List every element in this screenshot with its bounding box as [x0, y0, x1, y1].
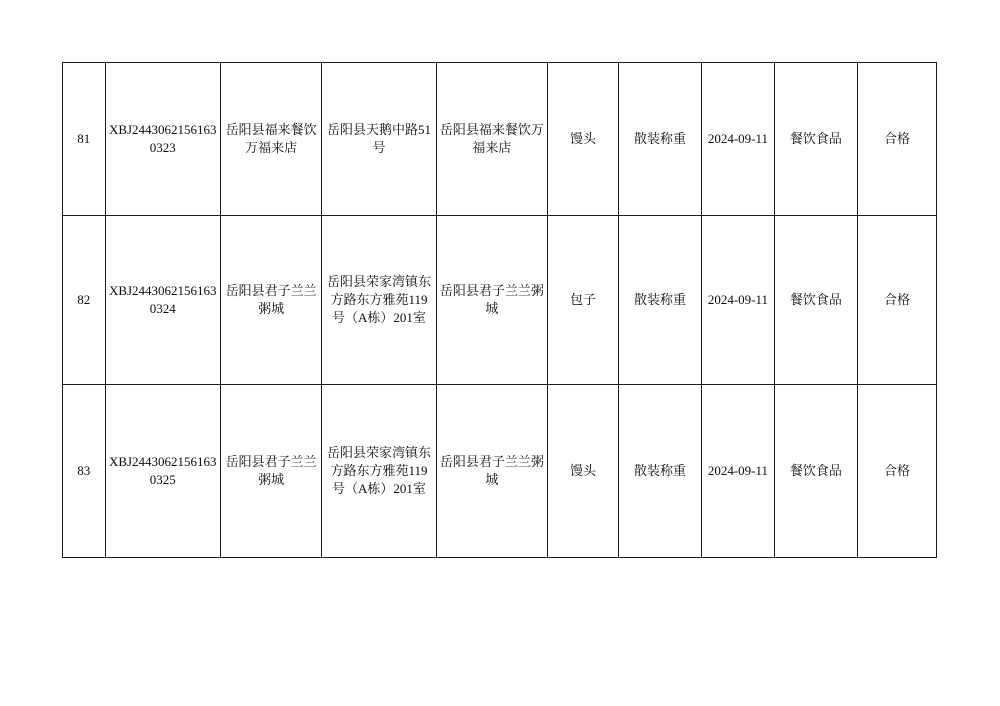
table-row [63, 385, 937, 558]
cell-product: 馒头 [548, 63, 619, 216]
table-row [63, 63, 937, 216]
cell-product: 包子 [548, 216, 619, 385]
cell-spec: 散装称重 [618, 63, 701, 216]
cell-address: 岳阳县天鹅中路51号 [322, 63, 436, 216]
cell-sample-code: XBJ24430621561630324 [105, 216, 220, 385]
cell-address: 岳阳县荣家湾镇东方路东方雅苑119号（A栋）201室 [322, 385, 436, 558]
cell-sampled-unit: 岳阳县君子兰兰粥城 [436, 216, 547, 385]
cell-result: 合格 [857, 63, 936, 216]
cell-sample-code: XBJ24430621561630325 [105, 385, 220, 558]
cell-index: 82 [63, 216, 106, 385]
cell-index: 81 [63, 63, 106, 216]
cell-sample-code: XBJ24430621561630323 [105, 63, 220, 216]
cell-spec: 散装称重 [618, 216, 701, 385]
cell-index: 83 [63, 385, 106, 558]
cell-product: 馒头 [548, 385, 619, 558]
cell-date: 2024-09-11 [701, 63, 774, 216]
table-row [63, 216, 937, 385]
cell-date: 2024-09-11 [701, 385, 774, 558]
cell-result: 合格 [857, 385, 936, 558]
cell-company: 岳阳县福来餐饮万福来店 [220, 63, 321, 216]
cell-category: 餐饮食品 [774, 216, 857, 385]
cell-category: 餐饮食品 [774, 385, 857, 558]
cell-category: 餐饮食品 [774, 63, 857, 216]
cell-sampled-unit: 岳阳县福来餐饮万福来店 [436, 63, 547, 216]
inspection-table-wrapper [62, 62, 937, 558]
cell-spec: 散装称重 [618, 385, 701, 558]
cell-company: 岳阳县君子兰兰粥城 [220, 216, 321, 385]
cell-result: 合格 [857, 216, 936, 385]
cell-address: 岳阳县荣家湾镇东方路东方雅苑119号（A栋）201室 [322, 216, 436, 385]
cell-company: 岳阳县君子兰兰粥城 [220, 385, 321, 558]
cell-date: 2024-09-11 [701, 216, 774, 385]
cell-sampled-unit: 岳阳县君子兰兰粥城 [436, 385, 547, 558]
inspection-results-table [62, 62, 937, 558]
